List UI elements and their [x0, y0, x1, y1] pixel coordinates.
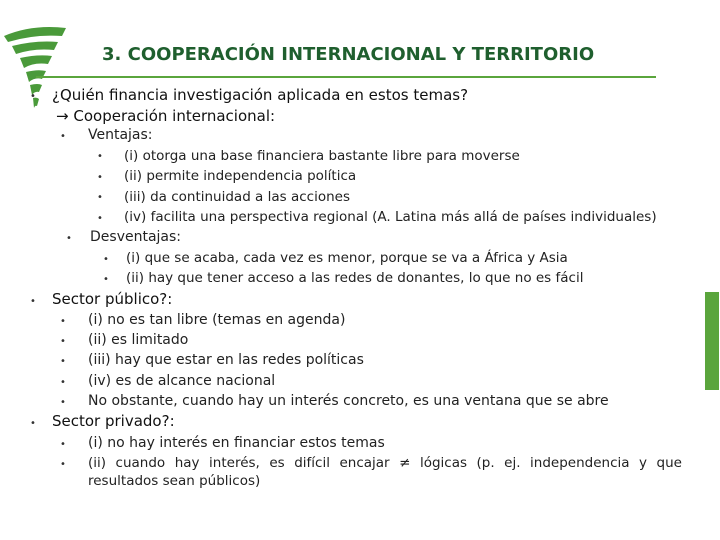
arrow-icon: →: [56, 107, 69, 125]
bullet: •: [30, 91, 36, 102]
bullet: •: [103, 274, 109, 285]
bullet: •: [60, 377, 66, 388]
bullet: •: [30, 418, 36, 429]
privado-item: (i) no hay interés en financiar estos temas: [88, 435, 385, 451]
desventajas-label: Desventajas:: [90, 229, 182, 245]
coop-label: Cooperación internacional:: [73, 107, 276, 125]
ventajas-item: (i) otorga una base financiera bastante libre para moverse: [124, 148, 520, 164]
desventajas-item: (ii) hay que tener acceso a las redes de donantes, lo que no es fácil: [126, 270, 584, 286]
right-accent-bar: [705, 292, 719, 390]
bullet: •: [97, 213, 103, 224]
privado-item: (ii) cuando hay interés, es difícil encajar ≠ lógicas (p. ej. independencia y que resultados sean públicos): [88, 455, 682, 489]
bullet: •: [60, 316, 66, 327]
bullet: •: [60, 356, 66, 367]
bullet: •: [103, 254, 109, 265]
bullet: •: [60, 336, 66, 347]
page-title: 3. COOPERACIÓN INTERNACIONAL Y TERRITORIO: [102, 44, 595, 65]
coop-heading: [56, 107, 275, 125]
desventajas-item: (i) que se acaba, cada vez es menor, porque se va a África y Asia: [126, 250, 568, 266]
publico-item: (iv) es de alcance nacional: [88, 373, 276, 389]
question-text: ¿Quién financia investigación aplicada en estos temas?: [52, 86, 469, 104]
publico-item: (iii) hay que estar en las redes políticas: [88, 352, 364, 368]
bullet: •: [30, 296, 36, 307]
bullet: •: [97, 151, 103, 162]
ventajas-item: (iii) da continuidad a las acciones: [124, 189, 350, 205]
publico-item: (ii) es limitado: [88, 332, 189, 348]
publico-heading: Sector público?:: [52, 290, 173, 308]
bullet: •: [66, 233, 72, 244]
bullet: •: [60, 439, 66, 450]
bullet: •: [60, 397, 66, 408]
bullet: •: [97, 172, 103, 183]
privado-heading: Sector privado?:: [52, 412, 175, 430]
publico-item: No obstante, cuando hay un interés concreto, es una ventana que se abre: [88, 393, 609, 409]
bullet: •: [97, 192, 103, 203]
bullet: •: [60, 459, 66, 470]
publico-item: (i) no es tan libre (temas en agenda): [88, 312, 346, 328]
bullet: •: [60, 131, 66, 142]
ventajas-item: (ii) permite independencia política: [124, 168, 357, 184]
title-underline: [36, 76, 656, 78]
ventajas-item: (iv) facilita una perspectiva regional (A. Latina más allá de países individuales): [124, 209, 657, 225]
ventajas-label: Ventajas:: [88, 127, 153, 143]
